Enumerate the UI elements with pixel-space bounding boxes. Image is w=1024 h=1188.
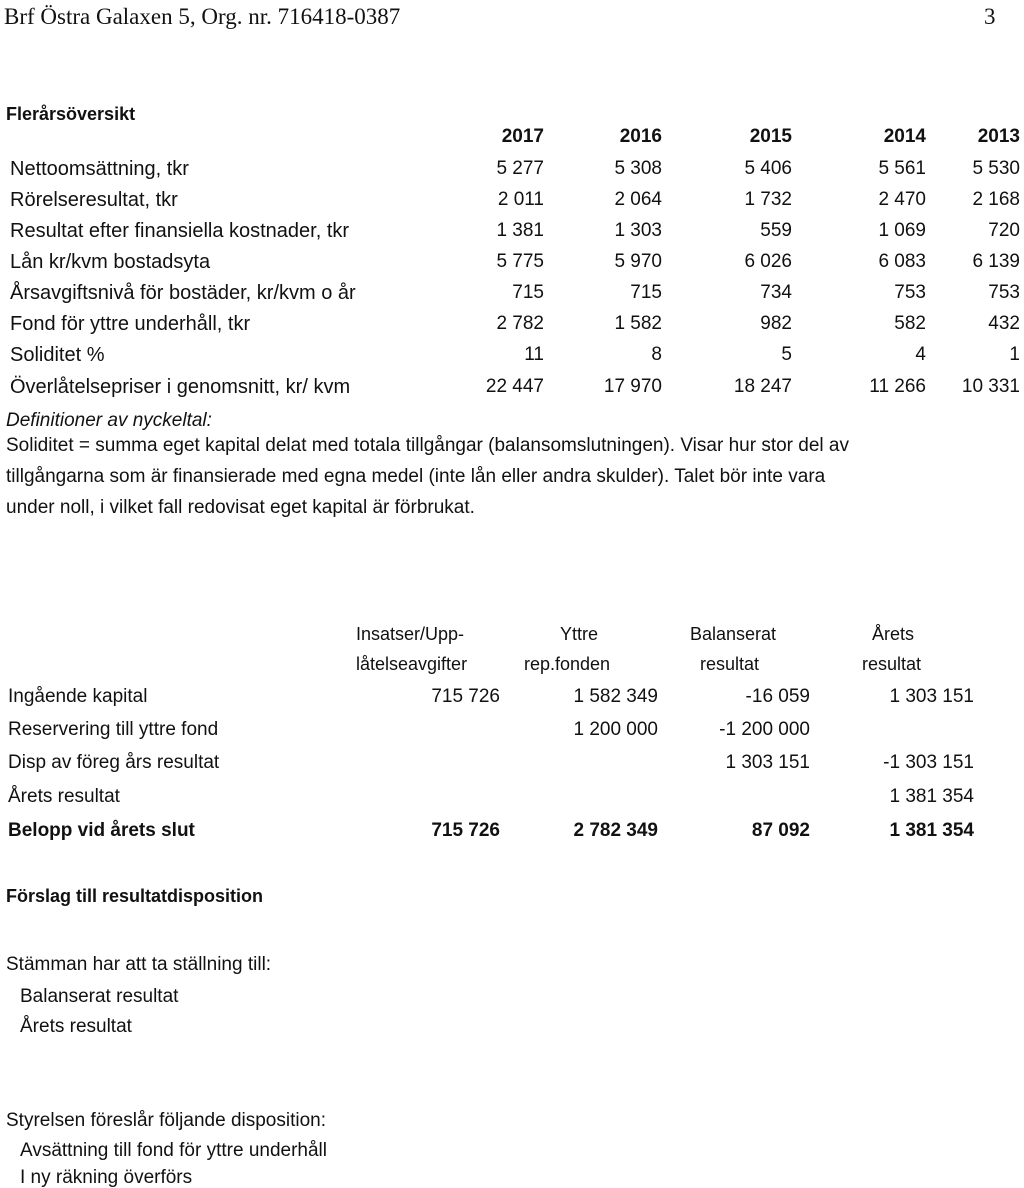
row-value: 5 530	[972, 158, 1020, 179]
board-proposal-item: Avsättning till fond för yttre underhåll	[20, 1140, 327, 1161]
row-value: 5 775	[496, 251, 544, 272]
year-header: 2015	[749, 126, 792, 147]
row-value: 715 726	[431, 686, 500, 707]
year-header: 2014	[883, 126, 926, 147]
row-value: 6 026	[744, 251, 792, 272]
row-value: 5 308	[614, 158, 662, 179]
row-value: 5 277	[496, 158, 544, 179]
disposition-item: Årets resultat	[20, 1016, 132, 1037]
row-value: 720	[988, 220, 1020, 241]
equity-col-header: rep.fonden	[524, 654, 611, 674]
row-value: 5 970	[614, 251, 662, 272]
row-value: 1 069	[878, 220, 926, 241]
year-header: 2013	[977, 126, 1020, 147]
row-label: Årets resultat	[8, 786, 120, 807]
row-label: Rörelseresultat, tkr	[10, 189, 178, 211]
definition-line: under noll, i vilket fall redovisat eget kapital är förbrukat.	[6, 497, 475, 518]
row-value: 17 970	[603, 376, 662, 397]
row-value: 715	[630, 282, 662, 303]
equity-total-row	[0, 820, 1024, 850]
row-label: Fond för yttre underhåll, tkr	[10, 313, 251, 335]
equity-col-header: resultat	[700, 654, 760, 674]
equity-row	[0, 686, 1024, 716]
row-value: 87 092	[751, 820, 810, 841]
year-header: 2017	[501, 126, 544, 147]
row-value: 1 303	[614, 220, 662, 241]
multi-year-row	[0, 158, 1024, 188]
row-value: 1 303 151	[889, 686, 974, 707]
row-value: 753	[988, 282, 1020, 303]
year-header-row	[0, 126, 1024, 156]
row-value: 2 470	[878, 189, 926, 210]
row-value: 1 381	[496, 220, 544, 241]
row-value: 432	[988, 313, 1020, 334]
row-value: -16 059	[745, 686, 810, 707]
row-value: 5 406	[744, 158, 792, 179]
multi-year-row	[0, 251, 1024, 281]
row-value: 5 561	[878, 158, 926, 179]
row-value: 2 064	[614, 189, 662, 210]
row-value: 2 168	[972, 189, 1020, 210]
row-value: 715	[512, 282, 544, 303]
row-value: 1 732	[744, 189, 792, 210]
multi-year-row	[0, 344, 1024, 374]
row-value: 8	[651, 344, 662, 365]
multi-year-heading: Flerårsöversikt	[6, 104, 136, 124]
row-value: 1 582 349	[573, 686, 658, 707]
row-label: Soliditet %	[10, 344, 105, 366]
row-value: 6 139	[972, 251, 1020, 272]
definition-line: Soliditet = summa eget kapital delat med totala tillgångar (balansomslutningen). Visar hur stor del av	[6, 435, 849, 456]
equity-col-header: Yttre	[560, 624, 599, 644]
equity-col-header: Årets	[872, 624, 915, 644]
row-value: 4	[915, 344, 926, 365]
row-value: 753	[894, 282, 926, 303]
row-value: 559	[760, 220, 792, 241]
row-value: 2 782 349	[573, 820, 658, 841]
disposition-intro: Stämman har att ta ställning till:	[6, 954, 272, 975]
equity-row	[0, 719, 1024, 749]
equity-col-header: Insatser/Upp-	[356, 624, 465, 644]
multi-year-row	[0, 189, 1024, 219]
row-label: Lån kr/kvm bostadsyta	[10, 251, 211, 273]
board-proposal-item: I ny räkning överförs	[20, 1167, 193, 1188]
equity-col-header: låtelseavgifter	[356, 654, 468, 674]
row-value: 734	[760, 282, 792, 303]
row-label: Ingående kapital	[8, 686, 148, 707]
row-value: 2 782	[496, 313, 544, 334]
row-value: 1 381 354	[889, 786, 974, 807]
year-header: 2016	[619, 126, 662, 147]
row-value: 6 083	[878, 251, 926, 272]
equity-col-header: resultat	[862, 654, 922, 674]
row-value: 715 726	[431, 820, 500, 841]
board-proposal-text: Styrelsen föreslår följande disposition:	[6, 1110, 327, 1131]
row-value: -1 303 151	[883, 752, 974, 773]
row-value: 2 011	[497, 189, 544, 210]
row-label: Nettoomsättning, tkr	[10, 158, 189, 180]
row-label: Årsavgiftsnivå för bostäder, kr/kvm o år	[10, 282, 356, 304]
row-value: 982	[760, 313, 792, 334]
equity-row	[0, 752, 1024, 782]
row-label: Reservering till yttre fond	[8, 719, 219, 740]
multi-year-row	[0, 282, 1024, 312]
row-value: 5	[781, 344, 792, 365]
row-value: -1 200 000	[719, 719, 810, 740]
row-value: 1 381 354	[889, 820, 974, 841]
row-value: 1 303 151	[725, 752, 810, 773]
row-value: 18 247	[733, 376, 792, 397]
multi-year-row	[0, 220, 1024, 250]
equity-col-header: Balanserat	[690, 624, 777, 644]
definitions-heading: Definitioner av nyckeltal:	[6, 410, 212, 431]
row-value: 11	[524, 344, 544, 365]
disposition-item: Balanserat resultat	[20, 986, 179, 1007]
multi-year-row	[0, 313, 1024, 343]
definition-line: tillgångarna som är finansierade med egna medel (inte lån eller andra skulder). Talet bör inte vara	[6, 466, 826, 487]
row-value: 1 200 000	[573, 719, 658, 740]
multi-year-row	[0, 376, 1024, 406]
row-label: Disp av föreg års resultat	[8, 752, 220, 773]
row-value: 22 447	[485, 376, 544, 397]
page-number: 3	[984, 4, 996, 29]
row-value: 1 582	[614, 313, 662, 334]
row-value: 582	[894, 313, 926, 334]
disposition-heading: Förslag till resultatdisposition	[6, 886, 264, 906]
row-value: 10 331	[961, 376, 1020, 397]
row-value: 11 266	[869, 376, 926, 397]
document-header: Brf Östra Galaxen 5, Org. nr. 716418-0387	[4, 4, 401, 29]
row-label: Överlåtelsepriser i genomsnitt, kr/ kvm	[10, 376, 351, 398]
row-value: 1	[1009, 344, 1020, 365]
equity-row	[0, 786, 1024, 816]
row-label: Resultat efter finansiella kostnader, tkr	[10, 220, 350, 242]
row-label: Belopp vid årets slut	[8, 820, 195, 841]
